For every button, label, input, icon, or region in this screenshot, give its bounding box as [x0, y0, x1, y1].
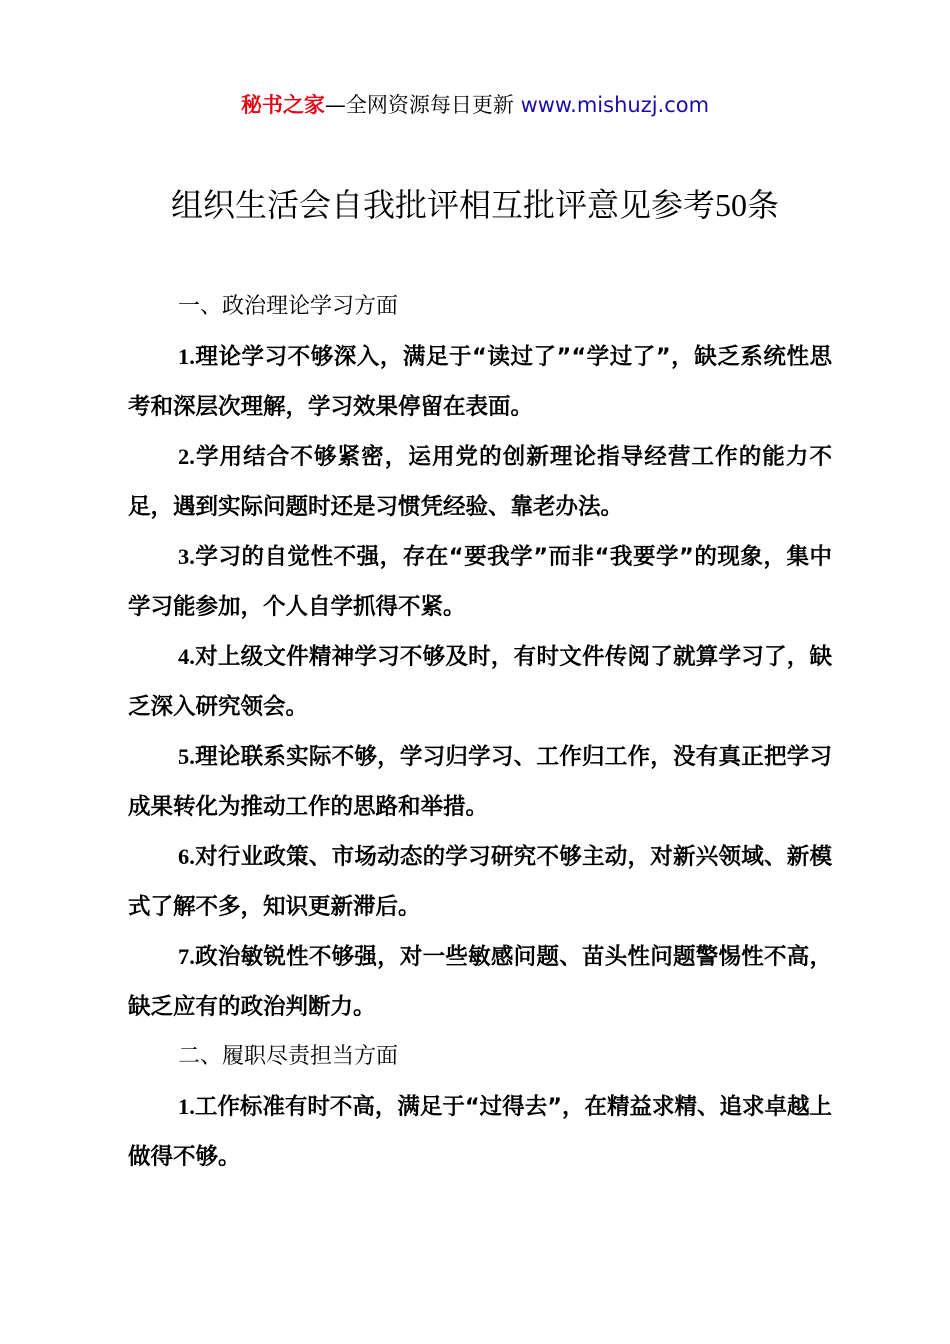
list-item: [128, 632, 832, 732]
item-number: 6.: [178, 844, 195, 869]
item-text: 政治敏锐性不够强，对一些敏感问题、苗头性问题警惕性不高，缺乏应有的政治判断力。: [128, 944, 832, 1020]
item-number: 4.: [178, 644, 195, 669]
item-number: 5.: [178, 744, 195, 769]
item-text: 学用结合不够紧密，运用党的创新理论指导经营工作的能力不足，遇到实际问题时还是习惯凭经验、靠老办法。: [128, 444, 832, 520]
item-number: 1.: [178, 1094, 195, 1119]
list-item: [128, 432, 832, 532]
item-number: 7.: [178, 944, 195, 969]
brand-name: 秘书之家: [240, 93, 325, 117]
title-suffix: 条: [747, 186, 780, 224]
title-text: 组织生活会自我批评相互批评意见参考: [170, 186, 715, 224]
header-tagline: —全网资源每日更新: [324, 93, 521, 117]
item-number: 2.: [178, 444, 195, 469]
section-heading-political-study: 一、政治理论学习方面: [178, 294, 399, 319]
item-text: 理论联系实际不够，学习归学习、工作归工作，没有真正把学习成果转化为推动工作的思路和举措。: [128, 744, 832, 820]
list-item: [128, 832, 832, 932]
site-url-link[interactable]: www.mishuzj.com: [520, 93, 710, 117]
document-title: [0, 182, 950, 228]
item-text: 对上级文件精神学习不够及时，有时文件传阅了就算学习了，缺乏深入研究领会。: [128, 644, 832, 720]
item-number: 1.: [178, 344, 195, 369]
list-item: [128, 1082, 832, 1182]
item-text: 对行业政策、市场动态的学习研究不够主动，对新兴领域、新模式了解不多，知识更新滞后。: [128, 844, 832, 920]
item-number: 3.: [178, 544, 195, 569]
list-item: [128, 532, 832, 632]
site-header: [0, 90, 950, 120]
section-heading-duty-performance: 二、履职尽责担当方面: [178, 1044, 399, 1069]
list-item: [128, 732, 832, 832]
list-item: [128, 332, 832, 432]
item-text: 理论学习不够深入，满足于“读过了”“学过了”，缺乏系统性思考和深层次理解，学习效果停留在表面。: [128, 344, 832, 420]
item-text: 学习的自觉性不强，存在“要我学”而非“我要学”的现象，集中学习能参加，个人自学抓得不紧。: [128, 544, 832, 620]
document-body: [128, 282, 832, 1182]
item-text: 工作标准有时不高，满足于“过得去”，在精益求精、追求卓越上做得不够。: [128, 1094, 832, 1170]
title-number: 50: [715, 187, 747, 223]
list-item: [128, 932, 832, 1032]
